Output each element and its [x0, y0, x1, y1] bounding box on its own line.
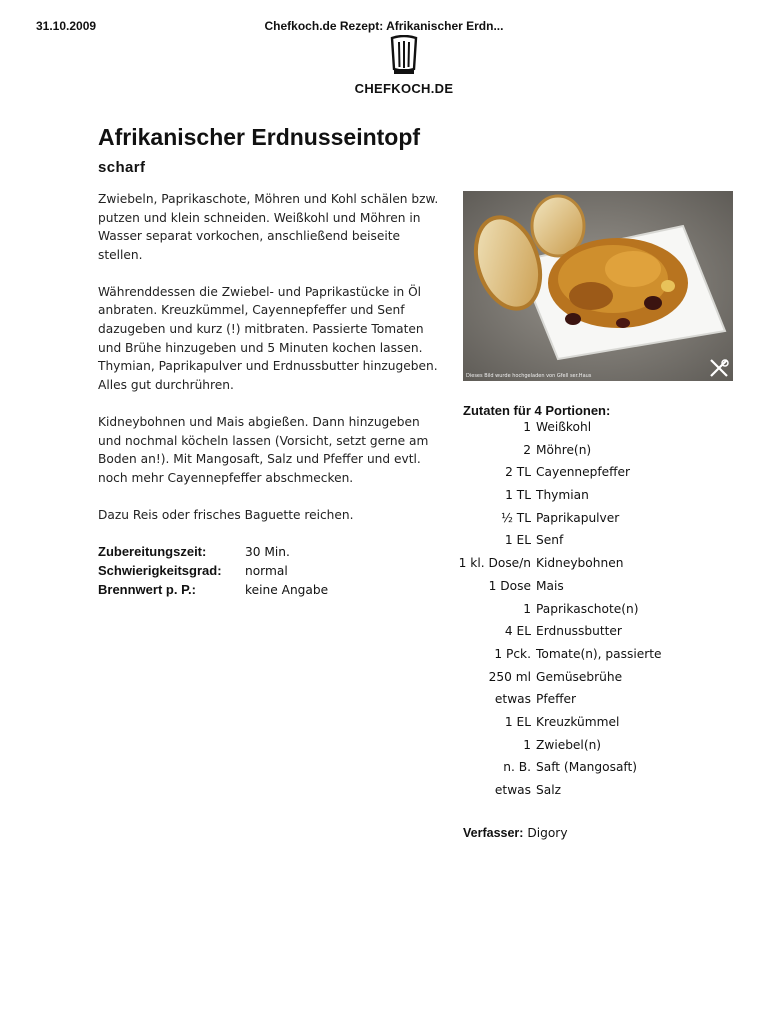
- chefkoch-logo[interactable]: [334, 33, 474, 99]
- ingredient-name: Weißkohl: [536, 420, 592, 434]
- ingredient-name: Möhre(n): [536, 442, 592, 457]
- instruction-paragraph: Währenddessen die Zwiebel- und Paprikastücke in Öl anbraten. Kreuzkümmel, Cayennepfeffer und Senf dazugeben und kurz (!) mitbraten. Passierte Tomaten und Brühe hinzugeben und 5 Minuten kochen lassen. Thymian, Paprikapulver und Erdnussbutter hinzugeben. Alles gut durchrühren.: [98, 284, 438, 392]
- ingredient-amount: ½ TL: [501, 510, 531, 525]
- ingredient-name: Kidneybohnen: [536, 556, 624, 571]
- meta-value: normal: [245, 564, 288, 578]
- ingredient-amount: 1 kl. Dose/n: [458, 556, 531, 571]
- photo-caption: Dieses Bild wurde hochgeladen von Gfell ser.Haus: [466, 373, 592, 379]
- ingredient-name: Thymian: [536, 488, 589, 503]
- meta-value: 30 Min.: [245, 545, 290, 559]
- ingredient-amount: 1 EL: [504, 533, 531, 548]
- logo-text: CHEFKOCH.DE: [354, 81, 454, 96]
- page-title: Chefkoch.de Rezept: Afrikanischer Erdn...: [264, 19, 504, 33]
- ingredient-name: Erdnussbutter: [536, 624, 622, 639]
- author-line: [463, 826, 568, 840]
- fork-knife-icon: [708, 357, 730, 379]
- ingredient-name: Pfeffer: [536, 692, 577, 707]
- instruction-paragraph: Zwiebeln, Paprikaschote, Möhren und Kohl schälen bzw. putzen und klein schneiden. Weißkohl und Möhren in Wasser separat vorkochen, anschließend beiseite stellen.: [98, 192, 439, 262]
- ingredient-amount: 1: [523, 420, 531, 434]
- ingredient-name: Salz: [536, 783, 561, 797]
- ingredient-amount: 2 TL: [505, 465, 531, 480]
- recipe-subtitle: scharf: [98, 159, 146, 176]
- ingredient-name: Zwiebel(n): [536, 737, 602, 752]
- ingredient-amount: etwas: [494, 692, 531, 707]
- ingredient-name: Paprikaschote(n): [536, 601, 639, 616]
- ingredient-name: Saft (Mangosaft): [536, 760, 638, 775]
- recipe-photo-image: [463, 191, 733, 381]
- ingredient-name: Tomate(n), passierte: [536, 646, 662, 661]
- recipe-title: Afrikanischer Erdnusseintopf: [98, 124, 421, 150]
- ingredient-name: Kreuzkümmel: [536, 714, 620, 729]
- recipe-photo[interactable]: [463, 191, 733, 381]
- ingredient-amount: 1 EL: [504, 714, 531, 729]
- ingredient-name: Mais: [536, 578, 564, 593]
- author-label: Verfasser:: [463, 826, 524, 840]
- chef-hat-icon: [384, 35, 424, 77]
- instruction-paragraph: Dazu Reis oder frisches Baguette reichen.: [98, 507, 354, 522]
- ingredient-name: Gemüsebrühe: [536, 669, 623, 684]
- meta-label: Zubereitungszeit:: [98, 544, 207, 559]
- meta-label: Brennwert p. P.:: [98, 582, 197, 597]
- ingredient-amount: 4 EL: [504, 624, 531, 639]
- ingredient-amount: etwas: [494, 783, 531, 797]
- ingredient-amount: 2: [523, 442, 531, 457]
- meta-label: Schwierigkeitsgrad:: [98, 563, 222, 578]
- ingredients-heading: Zutaten für 4 Portionen:: [463, 403, 611, 418]
- ingredient-amount: 1 TL: [505, 488, 531, 503]
- ingredient-name: Senf: [536, 533, 564, 548]
- ingredient-amount: 1 Dose: [488, 578, 531, 593]
- author-name[interactable]: Digory: [527, 826, 568, 840]
- ingredient-amount: n. B.: [503, 760, 531, 775]
- ingredient-amount: 1: [523, 601, 531, 616]
- meta-value: keine Angabe: [245, 583, 329, 597]
- print-date: 31.10.2009: [36, 19, 97, 33]
- ingredient-amount: 1 Pck.: [494, 646, 531, 661]
- ingredient-name: Paprikapulver: [536, 510, 620, 525]
- ingredient-amount: 1: [523, 737, 531, 752]
- ingredient-name: Cayennepfeffer: [536, 465, 631, 480]
- ingredient-amount: 250 ml: [488, 669, 531, 684]
- instruction-paragraph: Kidneybohnen und Mais abgießen. Dann hinzugeben und nochmal köcheln lassen (Vorsicht, setzt gerne am Boden an!). Mit Mangosaft, Salz und Pfeffer und evtl. noch mehr Cayennepfeffer abschmecken.: [98, 414, 429, 485]
